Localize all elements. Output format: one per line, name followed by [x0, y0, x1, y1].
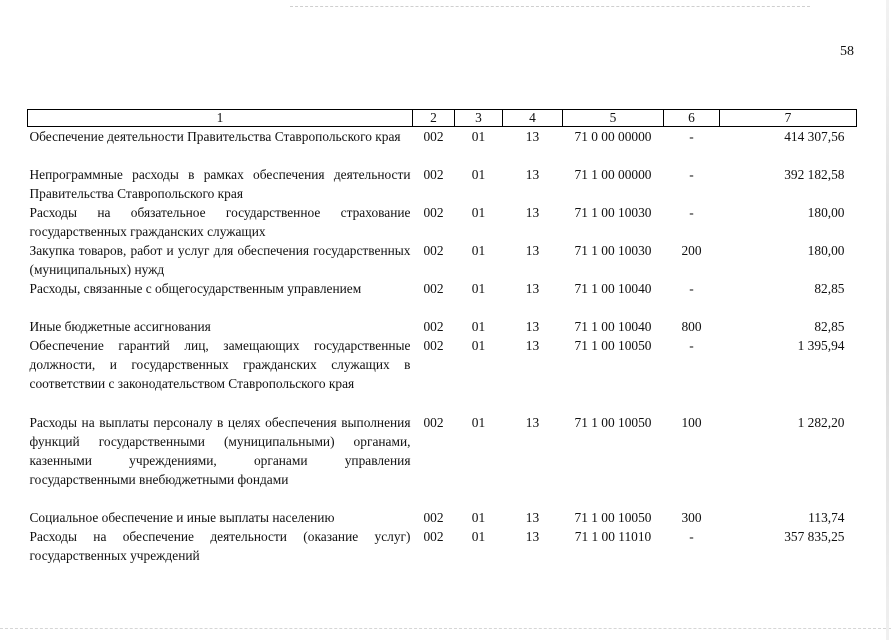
cell-target-article: 71 1 00 10050 [574, 337, 652, 353]
cell-ministry-code: 002 [423, 318, 444, 334]
cell-subsection: 13 [525, 337, 540, 353]
table-row [28, 413, 857, 508]
cell-ministry-code: 002 [423, 166, 444, 182]
table-row [28, 508, 857, 527]
cell-expense-type: 200 [681, 242, 702, 258]
cell-section: 01 [471, 242, 486, 258]
scan-artifact-top [290, 6, 810, 8]
cell-expense-type: - [689, 204, 694, 220]
cell-ministry-code: 002 [423, 204, 444, 220]
cell-section: 01 [471, 509, 486, 525]
table-row [28, 127, 857, 165]
cell-subsection: 13 [525, 280, 540, 296]
cell-amount: 82,85 [814, 318, 845, 334]
cell-expense-type: - [689, 337, 694, 353]
column-header: 3 [455, 110, 503, 127]
cell-subsection: 13 [525, 204, 540, 220]
row-name: Расходы на обязательное государственное страхование государственных гражданских служащих [29, 204, 411, 239]
page-number: 58 [840, 44, 854, 59]
cell-section: 01 [471, 166, 486, 182]
scan-artifact-right-edge [886, 0, 889, 640]
cell-expense-type: - [689, 166, 694, 182]
cell-ministry-code: 002 [423, 242, 444, 258]
cell-ministry-code: 002 [423, 528, 444, 544]
column-header: 5 [563, 110, 664, 127]
row-name: Расходы на обеспечение деятельности (оказание услуг) государственных учреждений [29, 528, 411, 563]
cell-ministry-code: 002 [423, 280, 444, 296]
column-header: 7 [720, 110, 857, 127]
cell-subsection: 13 [525, 509, 540, 525]
budget-table [27, 109, 857, 565]
row-name: Непрограммные расходы в рамках обеспечения деятельности Правительства Ставропольского края [29, 166, 411, 201]
cell-amount: 1 395,94 [797, 337, 845, 353]
cell-target-article: 71 1 00 11010 [574, 528, 652, 544]
cell-expense-type: 300 [681, 509, 702, 525]
cell-section: 01 [471, 528, 486, 544]
cell-expense-type: 100 [681, 414, 702, 430]
cell-target-article: 71 1 00 10030 [574, 242, 652, 258]
cell-expense-type: - [689, 280, 694, 296]
row-name: Обеспечение гарантий лиц, замещающих государственные должности, и государственных гражданских служащих в соответствии с законодательством Ставропольского края [29, 337, 411, 391]
table-row [28, 203, 857, 241]
cell-ministry-code: 002 [423, 509, 444, 525]
cell-amount: 1 282,20 [797, 414, 845, 430]
cell-amount: 357 835,25 [784, 528, 845, 544]
cell-target-article: 71 1 00 10040 [574, 318, 652, 334]
row-name: Расходы, связанные с общегосударственным управлением [29, 280, 362, 296]
cell-target-article: 71 1 00 10050 [574, 414, 652, 430]
cell-section: 01 [471, 318, 486, 334]
cell-section: 01 [471, 280, 486, 296]
column-header: 2 [413, 110, 455, 127]
cell-ministry-code: 002 [423, 414, 444, 430]
cell-section: 01 [471, 337, 486, 353]
cell-amount: 82,85 [814, 280, 845, 296]
cell-subsection: 13 [525, 129, 540, 144]
table-row [28, 527, 857, 565]
row-name: Закупка товаров, работ и услуг для обеспечения государственных (муниципальных) нужд [29, 242, 411, 277]
cell-target-article: 71 1 00 10050 [574, 509, 652, 525]
cell-target-article: 71 1 00 00000 [574, 166, 652, 182]
table-row [28, 165, 857, 203]
cell-section: 01 [471, 414, 486, 430]
table-row [28, 279, 857, 317]
cell-expense-type: 800 [681, 318, 702, 334]
cell-amount: 113,74 [808, 509, 845, 525]
column-header: 1 [28, 110, 413, 127]
row-name: Социальное обеспечение и иные выплаты населению [29, 509, 335, 525]
cell-amount: 392 182,58 [784, 166, 845, 182]
row-name: Обеспечение деятельности Правительства Ставропольского края [29, 129, 401, 144]
cell-amount: 180,00 [807, 242, 845, 258]
cell-target-article: 71 1 00 10040 [574, 280, 652, 296]
cell-amount: 180,00 [807, 204, 845, 220]
row-name: Иные бюджетные ассигнования [29, 318, 211, 334]
table-row [28, 317, 857, 336]
cell-subsection: 13 [525, 528, 540, 544]
cell-expense-type: - [689, 528, 694, 544]
scan-artifact-bottom [0, 628, 891, 630]
cell-target-article: 71 0 00 00000 [574, 129, 652, 144]
cell-amount: 414 307,56 [784, 129, 845, 144]
cell-expense-type: - [689, 129, 694, 144]
cell-target-article: 71 1 00 10030 [574, 204, 652, 220]
table-row [28, 336, 857, 413]
cell-subsection: 13 [525, 318, 540, 334]
cell-ministry-code: 002 [423, 129, 444, 144]
table-header-row [28, 110, 857, 127]
column-header: 4 [503, 110, 563, 127]
column-header: 6 [664, 110, 720, 127]
cell-ministry-code: 002 [423, 337, 444, 353]
cell-subsection: 13 [525, 166, 540, 182]
cell-subsection: 13 [525, 414, 540, 430]
cell-subsection: 13 [525, 242, 540, 258]
row-name: Расходы на выплаты персоналу в целях обеспечения выполнения функций государственными (муниципальными) органами, казенными учреждениями, органами управления государственными внебюджетными фондами [29, 414, 411, 487]
cell-section: 01 [471, 204, 486, 220]
cell-section: 01 [471, 129, 486, 144]
table-row [28, 241, 857, 279]
